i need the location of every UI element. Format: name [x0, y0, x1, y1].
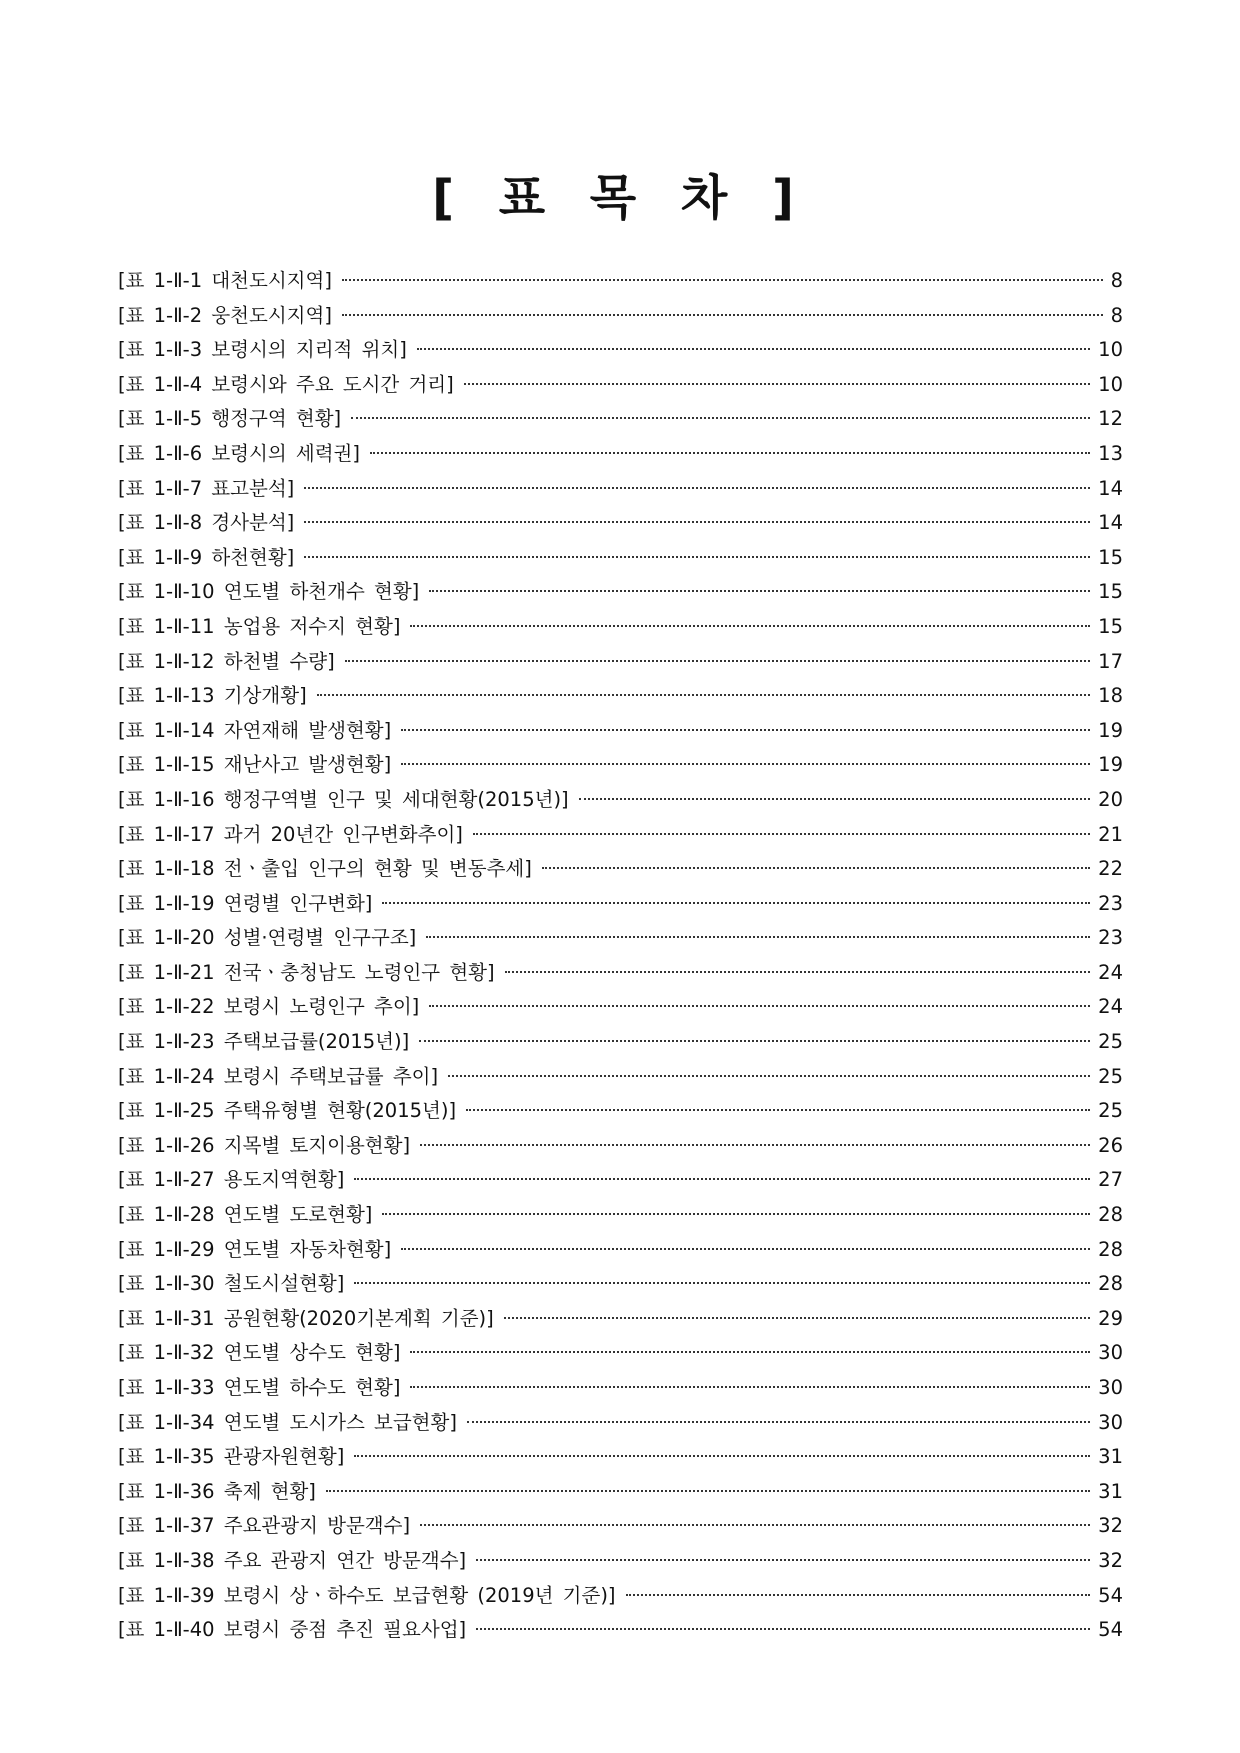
toc-entry-label: [표 1-Ⅱ-33 연도별 하수도 현황] [118, 1376, 401, 1399]
dot-leader [473, 833, 1090, 835]
toc-entry-label: [표 1-Ⅱ-4 보령시와 주요 도시간 거리] [118, 372, 454, 396]
dot-leader [505, 971, 1091, 973]
dot-leader [542, 867, 1090, 869]
toc-entry-label: [표 1-Ⅱ-24 보령시 주택보급률 추이] [118, 1064, 439, 1088]
toc-entry[interactable] [118, 852, 1123, 887]
toc-entry-label: [표 1-Ⅱ-2 웅천도시지역] [118, 303, 332, 327]
toc-entry[interactable] [118, 1302, 1123, 1337]
toc-entry[interactable] [118, 1544, 1123, 1579]
toc-entry-page-number: 32 [1098, 1548, 1123, 1572]
toc-entry-page-number: 54 [1098, 1618, 1123, 1642]
toc-entry[interactable] [118, 645, 1123, 680]
dot-leader [448, 1075, 1090, 1077]
toc-entry-label: [표 1-Ⅱ-18 전ㆍ출입 인구의 현황 및 변동추세] [118, 857, 532, 881]
toc-entry-label: [표 1-Ⅱ-39 보령시 상ㆍ하수도 보급현황 (2019년 기준)] [118, 1583, 616, 1607]
toc-entry[interactable] [118, 818, 1123, 853]
dot-leader [345, 660, 1090, 662]
toc-entry[interactable] [118, 1267, 1123, 1302]
toc-entry-page-number: 25 [1098, 1099, 1123, 1123]
toc-entry-page-number: 15 [1098, 580, 1123, 604]
dot-leader [317, 694, 1090, 696]
toc-entry-label: [표 1-Ⅱ-31 공원현황(2020기본계획 기준)] [118, 1306, 494, 1330]
toc-entry[interactable] [118, 1475, 1123, 1510]
toc-entry-label: [표 1-Ⅱ-6 보령시의 세력권] [118, 441, 360, 465]
toc-entry-page-number: 13 [1098, 441, 1123, 465]
dot-leader [304, 487, 1090, 489]
toc-entry-page-number: 30 [1098, 1376, 1123, 1399]
toc-entry-page-number: 24 [1098, 960, 1123, 984]
dot-leader [354, 1282, 1090, 1284]
toc-entry[interactable] [118, 679, 1123, 714]
toc-entry-label: [표 1-Ⅱ-36 축제 현황] [118, 1479, 316, 1503]
toc-entry-page-number: 17 [1098, 649, 1123, 673]
dot-leader [466, 1109, 1090, 1111]
toc-entry[interactable] [118, 1509, 1123, 1544]
toc-entry-page-number: 31 [1098, 1479, 1123, 1503]
toc-entry[interactable] [118, 333, 1123, 368]
toc-entry-label: [표 1-Ⅱ-32 연도별 상수도 현황] [118, 1341, 401, 1365]
toc-entry-label: [표 1-Ⅱ-17 과거 20년간 인구변화추이] [118, 822, 463, 846]
toc-entry[interactable] [118, 472, 1123, 507]
toc-entry-page-number: 10 [1098, 372, 1123, 396]
toc-entry-page-number: 28 [1098, 1237, 1123, 1261]
toc-entry-label: [표 1-Ⅱ-30 철도시설현황] [118, 1272, 345, 1296]
toc-entry-page-number: 15 [1098, 614, 1123, 638]
toc-entry-page-number: 28 [1098, 1272, 1123, 1296]
toc-entry[interactable] [118, 1233, 1123, 1268]
toc-entry-label: [표 1-Ⅱ-5 행정구역 현황] [118, 407, 342, 431]
dot-leader [304, 521, 1090, 523]
toc-entry-label: [표 1-Ⅱ-13 기상개황] [118, 684, 307, 708]
toc-entry-label: [표 1-Ⅱ-22 보령시 노령인구 추이] [118, 995, 420, 1019]
toc-entry[interactable] [118, 610, 1123, 645]
toc-entry-page-number: 19 [1098, 718, 1123, 742]
toc-entry-page-number: 54 [1098, 1583, 1123, 1607]
toc-entry-page-number: 8 [1110, 269, 1123, 292]
dot-leader [626, 1594, 1091, 1596]
dot-leader [401, 729, 1090, 731]
toc-entry[interactable] [118, 506, 1123, 541]
dot-leader [417, 348, 1090, 350]
toc-entry-page-number: 25 [1098, 1064, 1123, 1088]
toc-entry-label: [표 1-Ⅱ-38 주요 관광지 연간 방문객수] [118, 1548, 467, 1572]
dot-leader [326, 1490, 1090, 1492]
toc-entry-label: [표 1-Ⅱ-16 행정구역별 인구 및 세대현황(2015년)] [118, 787, 569, 811]
toc-entry[interactable] [118, 1579, 1123, 1614]
toc-entry-page-number: 23 [1098, 926, 1123, 950]
dot-leader [351, 417, 1090, 419]
toc-entry-label: [표 1-Ⅱ-7 표고분석] [118, 476, 295, 500]
toc-entry[interactable] [118, 299, 1123, 334]
toc-entry-page-number: 22 [1098, 857, 1123, 881]
toc-entry[interactable] [118, 1060, 1123, 1095]
toc-entry-label: [표 1-Ⅱ-29 연도별 자동차현황] [118, 1237, 392, 1261]
toc-entry[interactable] [118, 1129, 1123, 1164]
toc-entry-label: [표 1-Ⅱ-26 지목별 토지이용현황] [118, 1133, 411, 1157]
toc-entry[interactable] [118, 368, 1123, 403]
dot-leader [370, 452, 1090, 454]
toc-entry-page-number: 14 [1098, 511, 1123, 535]
toc-entry-page-number: 30 [1098, 1341, 1123, 1365]
toc-entry[interactable] [118, 1440, 1123, 1475]
toc-entry-page-number: 8 [1110, 303, 1123, 327]
toc-entry-page-number: 30 [1098, 1410, 1123, 1434]
toc-entry-label: [표 1-Ⅱ-8 경사분석] [118, 511, 295, 535]
toc-entry[interactable] [118, 1163, 1123, 1198]
toc-entry-label: [표 1-Ⅱ-25 주택유형별 현황(2015년)] [118, 1099, 457, 1123]
toc-entry[interactable] [118, 437, 1123, 472]
page-title: [ 표 목 차 ] [432, 170, 808, 226]
toc-entry[interactable] [118, 956, 1123, 991]
toc-entry[interactable] [118, 887, 1123, 922]
table-of-contents [118, 264, 1123, 1648]
dot-leader [304, 556, 1090, 558]
toc-entry[interactable] [118, 990, 1123, 1025]
toc-entry[interactable] [118, 575, 1123, 610]
dot-leader [410, 1351, 1090, 1353]
dot-leader [354, 1455, 1090, 1457]
toc-entry-page-number: 27 [1098, 1168, 1123, 1192]
toc-entry[interactable] [118, 264, 1123, 299]
toc-entry-page-number: 14 [1098, 476, 1123, 500]
toc-entry[interactable] [118, 1371, 1123, 1406]
dot-leader [419, 1040, 1090, 1042]
toc-entry-label: [표 1-Ⅱ-35 관광자원현황] [118, 1445, 345, 1469]
toc-entry-label: [표 1-Ⅱ-21 전국ㆍ충청남도 노령인구 현황] [118, 960, 495, 984]
toc-entry-page-number: 26 [1098, 1133, 1123, 1157]
dot-leader [464, 383, 1090, 385]
toc-entry-label: [표 1-Ⅱ-10 연도별 하천개수 현황] [118, 580, 420, 604]
dot-leader [420, 1524, 1090, 1526]
toc-entry-label: [표 1-Ⅱ-3 보령시의 지리적 위치] [118, 338, 407, 362]
toc-entry[interactable] [118, 1406, 1123, 1441]
toc-entry-label: [표 1-Ⅱ-11 농업용 저수지 현황] [118, 614, 401, 638]
dot-leader [420, 1144, 1090, 1146]
dot-leader [410, 1386, 1090, 1388]
toc-entry-page-number: 25 [1098, 1030, 1123, 1054]
dot-leader [410, 625, 1090, 627]
dot-leader [476, 1628, 1090, 1630]
dot-leader [476, 1559, 1090, 1561]
toc-entry[interactable] [118, 921, 1123, 956]
toc-entry-label: [표 1-Ⅱ-9 하천현황] [118, 545, 295, 569]
toc-entry-page-number: 31 [1098, 1445, 1123, 1469]
toc-entry-page-number: 28 [1098, 1203, 1123, 1227]
dot-leader [342, 314, 1103, 316]
toc-entry[interactable] [118, 714, 1123, 749]
toc-entry[interactable] [118, 1613, 1123, 1648]
toc-entry-page-number: 29 [1098, 1306, 1123, 1330]
toc-entry[interactable] [118, 1336, 1123, 1371]
toc-entry-page-number: 21 [1098, 822, 1123, 846]
toc-entry-label: [표 1-Ⅱ-12 하천별 수량] [118, 649, 335, 673]
dot-leader [382, 1213, 1090, 1215]
dot-leader [401, 763, 1090, 765]
toc-entry-label: [표 1-Ⅱ-14 자연재해 발생현황] [118, 718, 392, 742]
toc-entry[interactable] [118, 748, 1123, 783]
toc-entry-label: [표 1-Ⅱ-40 보령시 중점 추진 필요사업] [118, 1618, 467, 1642]
toc-entry[interactable] [118, 541, 1123, 576]
toc-entry-page-number: 20 [1098, 787, 1123, 811]
toc-entry-page-number: 18 [1098, 684, 1123, 708]
dot-leader [429, 590, 1090, 592]
toc-entry-label: [표 1-Ⅱ-19 연령별 인구변화] [118, 891, 373, 915]
dot-leader [579, 798, 1091, 800]
toc-entry[interactable] [118, 1198, 1123, 1233]
dot-leader [429, 1005, 1090, 1007]
toc-entry-page-number: 15 [1098, 545, 1123, 569]
toc-entry-label: [표 1-Ⅱ-27 용도지역현황] [118, 1168, 345, 1192]
dot-leader [342, 279, 1103, 281]
dot-leader [401, 1248, 1090, 1250]
toc-entry-page-number: 23 [1098, 891, 1123, 915]
toc-entry-page-number: 10 [1098, 338, 1123, 362]
toc-entry-label: [표 1-Ⅱ-15 재난사고 발생현황] [118, 753, 392, 777]
toc-entry-label: [표 1-Ⅱ-20 성별·연령별 인구구조] [118, 926, 417, 950]
toc-entry-page-number: 19 [1098, 753, 1123, 777]
dot-leader [426, 936, 1090, 938]
toc-entry-page-number: 24 [1098, 995, 1123, 1019]
toc-entry[interactable] [118, 783, 1123, 818]
toc-entry[interactable] [118, 402, 1123, 437]
toc-entry-label: [표 1-Ⅱ-37 주요관광지 방문객수] [118, 1514, 411, 1538]
toc-entry-page-number: 32 [1098, 1514, 1123, 1538]
dot-leader [504, 1317, 1090, 1319]
toc-entry-page-number: 12 [1098, 407, 1123, 431]
dot-leader [467, 1421, 1090, 1423]
toc-entry-label: [표 1-Ⅱ-23 주택보급률(2015년)] [118, 1030, 410, 1054]
toc-entry-label: [표 1-Ⅱ-34 연도별 도시가스 보급현황] [118, 1410, 457, 1434]
toc-entry[interactable] [118, 1094, 1123, 1129]
toc-entry-label: [표 1-Ⅱ-28 연도별 도로현황] [118, 1203, 373, 1227]
dot-leader [382, 902, 1090, 904]
toc-entry[interactable] [118, 1025, 1123, 1060]
toc-entry-label: [표 1-Ⅱ-1 대천도시지역] [118, 269, 332, 292]
dot-leader [354, 1178, 1090, 1180]
